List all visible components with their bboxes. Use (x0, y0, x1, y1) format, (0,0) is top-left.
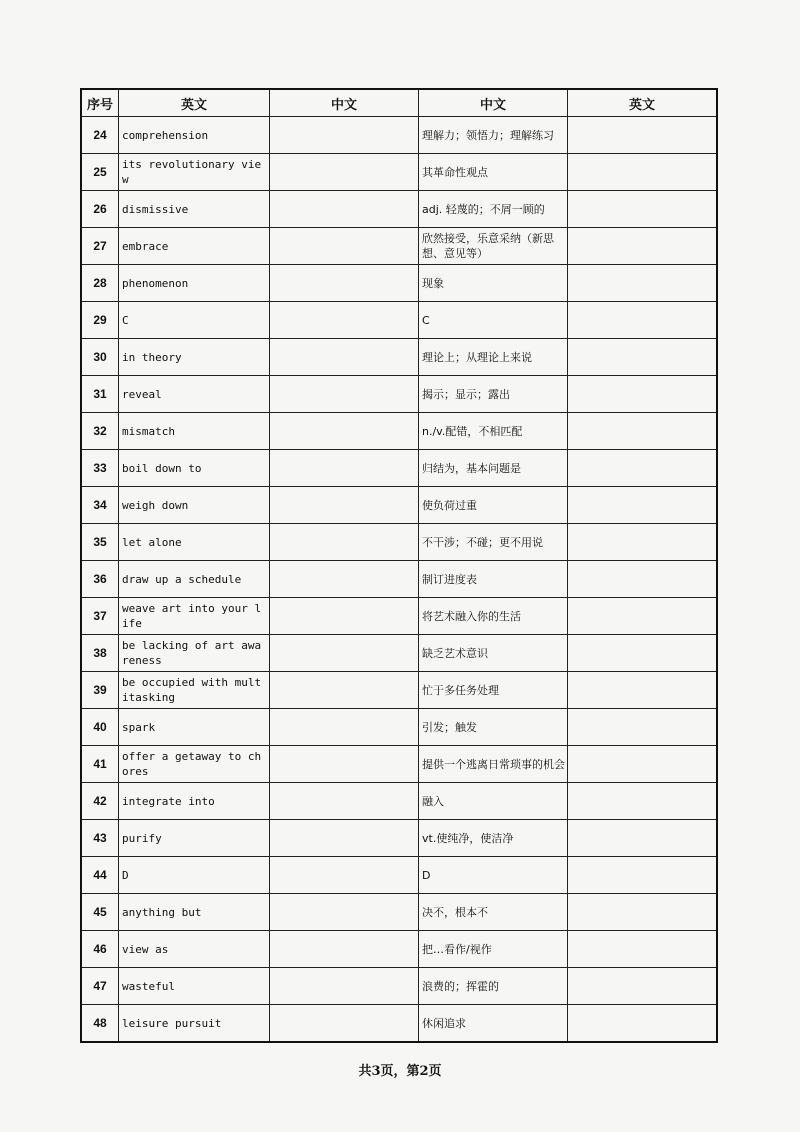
english-answer-blank[interactable] (568, 968, 718, 1005)
chinese-answer-blank[interactable] (270, 968, 419, 1005)
english-answer-blank[interactable] (568, 561, 718, 598)
row-number: 47 (81, 968, 119, 1005)
chinese-answer-blank[interactable] (270, 154, 419, 191)
english-answer-blank[interactable] (568, 376, 718, 413)
english-answer-blank[interactable] (568, 746, 718, 783)
english-cell (119, 894, 270, 931)
chinese-cell (419, 561, 568, 598)
english-term: offer a getaway to chores (122, 750, 262, 778)
table-row (81, 487, 717, 524)
chinese-cell (419, 413, 568, 450)
english-term: phenomenon (122, 276, 189, 290)
chinese-answer-blank[interactable] (270, 376, 419, 413)
chinese-meaning: D (422, 868, 431, 882)
row-number: 40 (81, 709, 119, 746)
chinese-meaning: 浪费的；挥霍的 (422, 979, 499, 993)
english-answer-blank[interactable] (568, 931, 718, 968)
chinese-meaning: 将艺术融入你的生活 (422, 609, 521, 623)
english-cell (119, 635, 270, 672)
header-english: 英文 (119, 89, 270, 117)
table-row (81, 302, 717, 339)
english-cell (119, 931, 270, 968)
chinese-cell (419, 672, 568, 709)
english-cell (119, 709, 270, 746)
row-number: 32 (81, 413, 119, 450)
english-cell (119, 302, 270, 339)
english-cell (119, 376, 270, 413)
chinese-cell (419, 894, 568, 931)
chinese-meaning: 缺乏艺术意识 (422, 646, 488, 660)
table-row (81, 413, 717, 450)
english-answer-blank[interactable] (568, 413, 718, 450)
english-cell (119, 598, 270, 635)
english-term: view as (122, 942, 169, 956)
table-row (81, 1005, 717, 1043)
chinese-cell (419, 820, 568, 857)
chinese-cell (419, 1005, 568, 1043)
english-term: mismatch (122, 424, 175, 438)
chinese-meaning: 揭示；显示；露出 (422, 387, 510, 401)
english-term: C (122, 313, 129, 327)
table-row (81, 968, 717, 1005)
table-body (81, 117, 717, 1043)
chinese-cell (419, 931, 568, 968)
header-english-blank: 英文 (568, 89, 718, 117)
chinese-answer-blank[interactable] (270, 117, 419, 154)
english-term: be lacking of art awareness (122, 639, 262, 667)
table-row (81, 265, 717, 302)
table-row (81, 191, 717, 228)
english-cell (119, 191, 270, 228)
english-cell (119, 117, 270, 154)
chinese-answer-blank[interactable] (270, 931, 419, 968)
english-term: reveal (122, 387, 162, 401)
table-row (81, 228, 717, 265)
english-term: anything but (122, 905, 202, 919)
chinese-meaning: 引发；触发 (422, 720, 477, 734)
english-term: wasteful (122, 979, 175, 993)
chinese-answer-blank[interactable] (270, 339, 419, 376)
chinese-cell (419, 598, 568, 635)
page-footer: 共3页，第2页 (358, 1064, 442, 1079)
english-cell (119, 820, 270, 857)
english-cell (119, 783, 270, 820)
chinese-meaning: 忙于多任务处理 (422, 683, 499, 697)
row-number: 27 (81, 228, 119, 265)
row-number: 24 (81, 117, 119, 154)
chinese-meaning: 归结为，基本问题是 (422, 461, 521, 475)
english-term: spark (122, 720, 156, 734)
chinese-meaning: 把…看作/视作 (422, 942, 492, 956)
chinese-cell (419, 191, 568, 228)
chinese-cell (419, 746, 568, 783)
row-number: 45 (81, 894, 119, 931)
chinese-meaning: vt.使纯净，使洁净 (422, 831, 514, 845)
english-term: comprehension (122, 128, 209, 142)
english-answer-blank[interactable] (568, 265, 718, 302)
row-number: 36 (81, 561, 119, 598)
chinese-cell (419, 487, 568, 524)
chinese-cell (419, 635, 568, 672)
english-answer-blank[interactable] (568, 598, 718, 635)
table-row (81, 857, 717, 894)
english-answer-blank[interactable] (568, 487, 718, 524)
chinese-cell (419, 154, 568, 191)
vocabulary-table (80, 88, 718, 1043)
english-term: embrace (122, 239, 169, 253)
table-row (81, 894, 717, 931)
english-term: weave art into your life (122, 602, 262, 630)
row-number: 35 (81, 524, 119, 561)
chinese-meaning: adj. 轻蔑的；不屑一顾的 (422, 202, 545, 216)
english-answer-blank[interactable] (568, 339, 718, 376)
chinese-cell (419, 265, 568, 302)
row-number: 38 (81, 635, 119, 672)
row-number: 44 (81, 857, 119, 894)
row-number: 30 (81, 339, 119, 376)
english-cell (119, 413, 270, 450)
row-number: 29 (81, 302, 119, 339)
row-number: 48 (81, 1005, 119, 1043)
chinese-meaning: C (422, 313, 430, 327)
english-term: in theory (122, 350, 182, 364)
header-num: 序号 (81, 89, 119, 117)
header-chinese: 中文 (419, 89, 568, 117)
english-answer-blank[interactable] (568, 154, 718, 191)
english-term: D (122, 868, 129, 882)
english-term: leisure pursuit (122, 1016, 222, 1030)
chinese-cell (419, 302, 568, 339)
chinese-answer-blank[interactable] (270, 524, 419, 561)
chinese-answer-blank[interactable] (270, 450, 419, 487)
chinese-meaning: 现象 (422, 276, 444, 290)
chinese-answer-blank[interactable] (270, 635, 419, 672)
english-term: its revolutionary view (122, 158, 262, 186)
row-number: 33 (81, 450, 119, 487)
chinese-cell (419, 857, 568, 894)
chinese-answer-blank[interactable] (270, 561, 419, 598)
table-row (81, 709, 717, 746)
english-term: integrate into (122, 794, 215, 808)
english-answer-blank[interactable] (568, 857, 718, 894)
table-row (81, 672, 717, 709)
chinese-answer-blank[interactable] (270, 746, 419, 783)
table-row (81, 598, 717, 635)
table-row (81, 450, 717, 487)
chinese-meaning: 理解力；领悟力；理解练习 (422, 128, 554, 142)
english-term: let alone (122, 535, 182, 549)
english-cell (119, 228, 270, 265)
english-term: dismissive (122, 202, 189, 216)
row-number: 26 (81, 191, 119, 228)
english-cell (119, 154, 270, 191)
english-answer-blank[interactable] (568, 635, 718, 672)
english-answer-blank[interactable] (568, 709, 718, 746)
english-term: weigh down (122, 498, 189, 512)
row-number: 25 (81, 154, 119, 191)
table-row (81, 117, 717, 154)
chinese-answer-blank[interactable] (270, 302, 419, 339)
chinese-cell (419, 228, 568, 265)
row-number: 46 (81, 931, 119, 968)
chinese-answer-blank[interactable] (270, 191, 419, 228)
english-term: be occupied with multitasking (122, 676, 262, 704)
chinese-answer-blank[interactable] (270, 598, 419, 635)
chinese-answer-blank[interactable] (270, 487, 419, 524)
english-cell (119, 746, 270, 783)
chinese-answer-blank[interactable] (270, 672, 419, 709)
english-answer-blank[interactable] (568, 1005, 718, 1043)
english-cell (119, 857, 270, 894)
chinese-meaning: 提供一个逃离日常琐事的机会 (422, 757, 565, 771)
english-cell (119, 450, 270, 487)
chinese-meaning: 使负荷过重 (422, 498, 477, 512)
english-answer-blank[interactable] (568, 524, 718, 561)
chinese-cell (419, 376, 568, 413)
table-row (81, 931, 717, 968)
row-number: 39 (81, 672, 119, 709)
table-row (81, 154, 717, 191)
chinese-meaning: 决不，根本不 (422, 905, 488, 919)
english-cell (119, 561, 270, 598)
row-number: 34 (81, 487, 119, 524)
chinese-meaning: 制订进度表 (422, 572, 477, 586)
table-row (81, 561, 717, 598)
english-term: draw up a schedule (122, 572, 242, 586)
chinese-cell (419, 450, 568, 487)
english-answer-blank[interactable] (568, 672, 718, 709)
table-row (81, 746, 717, 783)
chinese-answer-blank[interactable] (270, 783, 419, 820)
table-row (81, 820, 717, 857)
chinese-answer-blank[interactable] (270, 857, 419, 894)
chinese-cell (419, 709, 568, 746)
english-term: purify (122, 831, 162, 845)
english-cell (119, 487, 270, 524)
table-row (81, 524, 717, 561)
table-row (81, 376, 717, 413)
english-answer-blank[interactable] (568, 228, 718, 265)
english-cell (119, 339, 270, 376)
english-answer-blank[interactable] (568, 894, 718, 931)
chinese-answer-blank[interactable] (270, 265, 419, 302)
chinese-cell (419, 783, 568, 820)
chinese-meaning: 欣然接受，乐意采纳（新思想、意见等） (422, 232, 554, 260)
chinese-cell (419, 117, 568, 154)
english-term: boil down to (122, 461, 202, 475)
chinese-meaning: n./v.配错，不相匹配 (422, 424, 523, 438)
chinese-answer-blank[interactable] (270, 820, 419, 857)
english-answer-blank[interactable] (568, 450, 718, 487)
row-number: 31 (81, 376, 119, 413)
english-cell (119, 1005, 270, 1043)
english-answer-blank[interactable] (568, 820, 718, 857)
row-number: 28 (81, 265, 119, 302)
row-number: 42 (81, 783, 119, 820)
chinese-answer-blank[interactable] (270, 894, 419, 931)
chinese-answer-blank[interactable] (270, 413, 419, 450)
table-row (81, 339, 717, 376)
table-header-row (81, 89, 717, 117)
english-cell (119, 968, 270, 1005)
english-cell (119, 672, 270, 709)
chinese-answer-blank[interactable] (270, 228, 419, 265)
chinese-cell (419, 524, 568, 561)
row-number: 37 (81, 598, 119, 635)
chinese-answer-blank[interactable] (270, 1005, 419, 1043)
english-answer-blank[interactable] (568, 783, 718, 820)
chinese-meaning: 其革命性观点 (422, 165, 488, 179)
english-cell (119, 265, 270, 302)
row-number: 43 (81, 820, 119, 857)
chinese-meaning: 不干涉；不碰；更不用说 (422, 535, 543, 549)
chinese-meaning: 理论上；从理论上来说 (422, 350, 532, 364)
chinese-cell (419, 968, 568, 1005)
english-cell (119, 524, 270, 561)
chinese-cell (419, 339, 568, 376)
english-answer-blank[interactable] (568, 191, 718, 228)
english-answer-blank[interactable] (568, 302, 718, 339)
table-row (81, 783, 717, 820)
table-row (81, 635, 717, 672)
english-answer-blank[interactable] (568, 117, 718, 154)
chinese-meaning: 融入 (422, 794, 444, 808)
chinese-meaning: 休闲追求 (422, 1016, 466, 1030)
row-number: 41 (81, 746, 119, 783)
chinese-answer-blank[interactable] (270, 709, 419, 746)
header-chinese-blank: 中文 (270, 89, 419, 117)
